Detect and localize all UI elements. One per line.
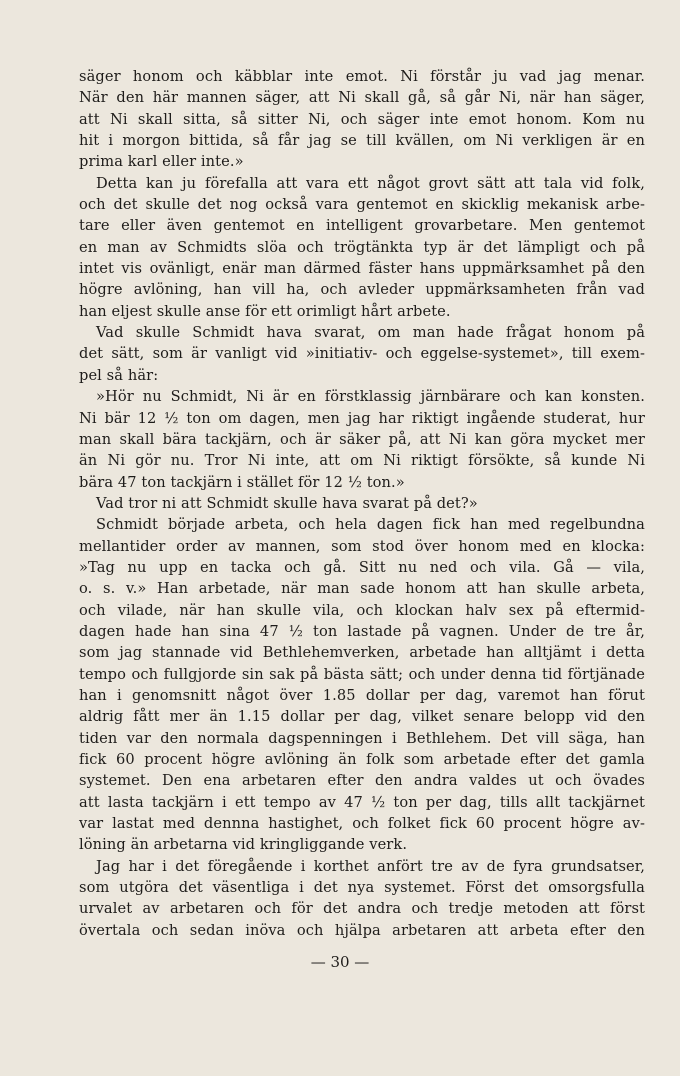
text-line: högre avlöning, han vill ha, och avleder uppmärksamheten från vad [79,281,645,299]
text-line: man skall bära tackjärn, och är säker på, att Ni kan göra mycket mer [79,430,645,448]
text-line: intet vis ovänligt, enär man därmed fäster hans uppmärksamhet på den [79,260,645,278]
text-line: han i genomsnitt något över 1.85 dollar per dag, varemot han förut [79,686,645,704]
text-line: Jag har i det föregående i korthet anfört tre av de fyra grundsatser, [96,857,645,875]
text-line: mellantider order av mannen, som stod över honom med en klocka: [79,537,645,555]
text-line: Vad skulle Schmidt hava svarat, om man hade frågat honom på [96,324,645,342]
text-line: »Tag nu upp en tacka och gå. Sitt nu ned och vila. Gå — vila, [79,558,645,576]
text-line: dagen hade han sina 47 ½ ton lastade på vagnen. Under de tre år, [79,622,645,640]
text-line: att Ni skall sitta, så sitter Ni, och säger inte emot honom. Kom nu [79,110,645,128]
text-line: »Hör nu Schmidt, Ni är en förstklassig järnbärare och kan konsten. [96,388,645,406]
text-line: tempo och fullgjorde sin sak på bästa sätt; och under denna tid förtjänade [79,665,645,683]
text-line: fick 60 procent högre avlöning än folk som arbetade efter det gamla [79,751,645,768]
text-line: aldrig fått mer än 1.15 dollar per dag, vilket senare belopp vid den [79,708,645,726]
text-line: han eljest skulle anse för ett orimligt hårt arbete. [79,302,451,320]
text-line: hit i morgon bittida, så får jag se till kvällen, om Ni verkligen är en [79,132,645,150]
text-line: prima karl eller inte.» [79,153,244,171]
text-line: Vad tror ni att Schmidt skulle hava svarat på det?» [96,494,478,512]
text-line: Ni bär 12 ½ ton om dagen, men jag har riktigt ingående studerat, hur [79,409,645,427]
text-line: urvalet av arbetaren och för det andra och tredje metoden att först [79,900,645,918]
text-line: När den här mannen säger, att Ni skall gå, så går Ni, när han säger, [79,89,645,107]
text-line: tare eller även gentemot en intelligent grovarbetare. Men gentemot [79,217,645,235]
text-line: att lasta tackjärn i ett tempo av 47 ½ ton per dag, tills allt tackjärnet [79,793,645,811]
text-line: säger honom och käbblar inte emot. Ni förstår ju vad jag menar. [79,68,645,85]
text-line: pel så här: [79,366,159,384]
text-line: övertala och sedan inöva och hjälpa arbetaren att arbeta efter den [79,921,645,939]
body-text [79,66,645,941]
text-line: tiden var den normala dagspenningen i Bethlehem. Det vill säga, han [79,729,645,747]
text-line: en man av Schmidts slöa och trögtänkta typ är det lämpligt och på [79,238,645,256]
text-line: Detta kan ju förefalla att vara ett något grovt sätt att tala vid folk, [96,174,645,192]
text-line: bära 47 ton tackjärn i stället för 12 ½ ton.» [79,473,405,491]
page-number: — 30 — [310,953,370,971]
text-line: än Ni gör nu. Tror Ni inte, att om Ni riktigt försökte, så kunde Ni [79,452,645,470]
text-line: som utgöra det väsentliga i det nya systemet. Först det omsorgsfulla [79,879,645,897]
text-line: som jag stannade vid Bethlehemverken, arbetade han alltjämt i detta [79,644,645,662]
text-line: löning än arbetarna vid kringliggande verk. [79,836,408,854]
text-line: det sätt, som är vanligt vid »initiativ- och eggelse-systemet», till exem- [79,345,645,363]
text-line: var lastat med dennna hastighet, och folket fick 60 procent högre av- [79,815,645,833]
text-line: o. s. v.» Han arbetade, när man sade honom att han skulle arbeta, [79,580,645,598]
text-line: Schmidt började arbeta, och hela dagen fick han med regelbundna [96,516,645,534]
text-line: systemet. Den ena arbetaren efter den andra valdes ut och övades [79,772,645,790]
text-line: och det skulle det nog också vara gentemot en skicklig mekanisk arbe- [79,196,645,214]
text-line: och vilade, när han skulle vila, och klockan halv sex på eftermid- [79,601,645,619]
